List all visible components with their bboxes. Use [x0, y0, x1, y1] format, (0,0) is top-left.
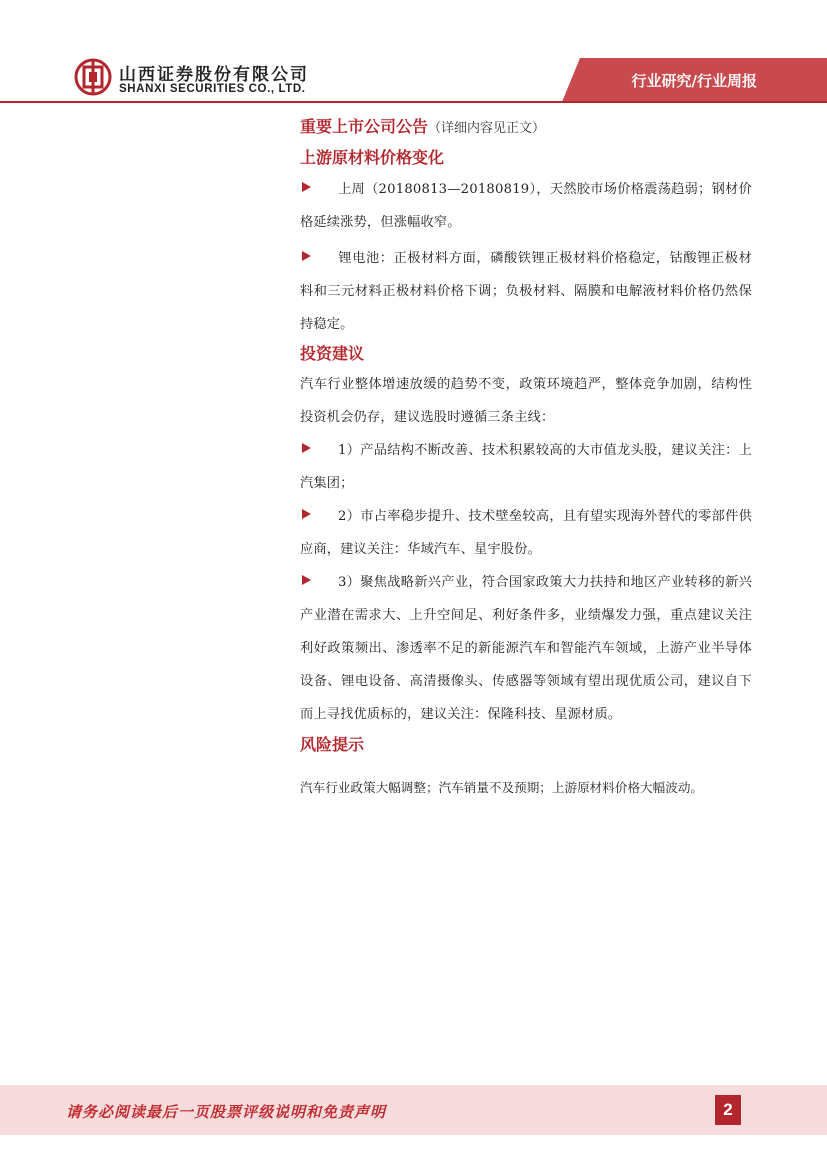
announcements-heading: 重要上市公司公告 — [300, 117, 429, 136]
bullet-arrow-icon — [302, 251, 311, 261]
risk-text: 汽车行业政策大幅调整；汽车销量不及预期；上游原材料价格大幅波动。 — [300, 780, 703, 795]
investment-intro: 汽车行业整体增速放缓的趋势不变，政策环境趋严，整体竞争加剧，结构性投资机会仍存，建议选股时遵循三条主线： — [300, 377, 752, 425]
page-header — [0, 0, 827, 110]
investment-line-1-text: 1）产品结构不断改善、技术积累较高的大市值龙头股，建议关注：上汽集团； — [300, 443, 752, 491]
investment-line-3 — [300, 566, 752, 731]
raw-materials-bullet-2 — [300, 242, 752, 341]
main-content — [300, 115, 752, 804]
raw-materials-heading: 上游原材料价格变化 — [300, 148, 445, 167]
company-name-cn: 山西证券股份有限公司 — [119, 65, 309, 85]
raw-materials-bullet-1 — [300, 173, 752, 239]
announcements-note: （详细内容见正文） — [428, 121, 546, 136]
investment-line-3-text: 3）聚焦战略新兴产业，符合国家政策大力扶持和地区产业转移的新兴产业潜在需求大、上升空间足、利好条件多，业绩爆发力强，重点建议关注利好政策频出、渗透率不足的新能源汽车和智能汽车领域，上游产业半导体设备、锂电设备、高清摄像头、传感器等领域有望出现优质公司，建议自下而上寻找优质标的，建议关注：保隆科技、星源材质。 — [300, 575, 752, 722]
company-name-en: SHANXI SECURITIES CO., LTD. — [119, 83, 306, 95]
company-logo-icon — [74, 58, 112, 96]
raw-materials-bullet-1-text: 上周（20180813—20180819），天然胶市场价格震荡趋弱；钢材价格延续涨势，但涨幅收窄。 — [300, 182, 752, 230]
bullet-arrow-icon — [302, 443, 311, 453]
report-type-label: 行业研究/行业周报 — [631, 72, 757, 90]
announcements-heading-row — [300, 115, 752, 141]
investment-line-1 — [300, 434, 752, 500]
investment-line-2 — [300, 500, 752, 566]
investment-heading: 投资建议 — [300, 344, 365, 363]
bullet-arrow-icon — [302, 575, 311, 585]
page-number: 2 — [715, 1095, 741, 1125]
investment-line-2-text: 2）市占率稳步提升、技术壁垒较高，且有望实现海外替代的零部件供应商，建议关注：华域汽车、星宇股份。 — [300, 509, 752, 557]
header-divider — [0, 101, 827, 103]
risk-heading: 风险提示 — [300, 735, 365, 754]
footer-disclaimer: 请务必阅读最后一页股票评级说明和免责声明 — [66, 1103, 387, 1121]
raw-materials-bullet-2-text: 锂电池：正极材料方面，磷酸铁锂正极材料价格稳定，钴酸锂正极材料和三元材料正极材料价格下调；负极材料、隔膜和电解液材料价格仍然保持稳定。 — [300, 251, 752, 332]
bullet-arrow-icon — [302, 182, 311, 192]
bullet-arrow-icon — [302, 509, 311, 519]
